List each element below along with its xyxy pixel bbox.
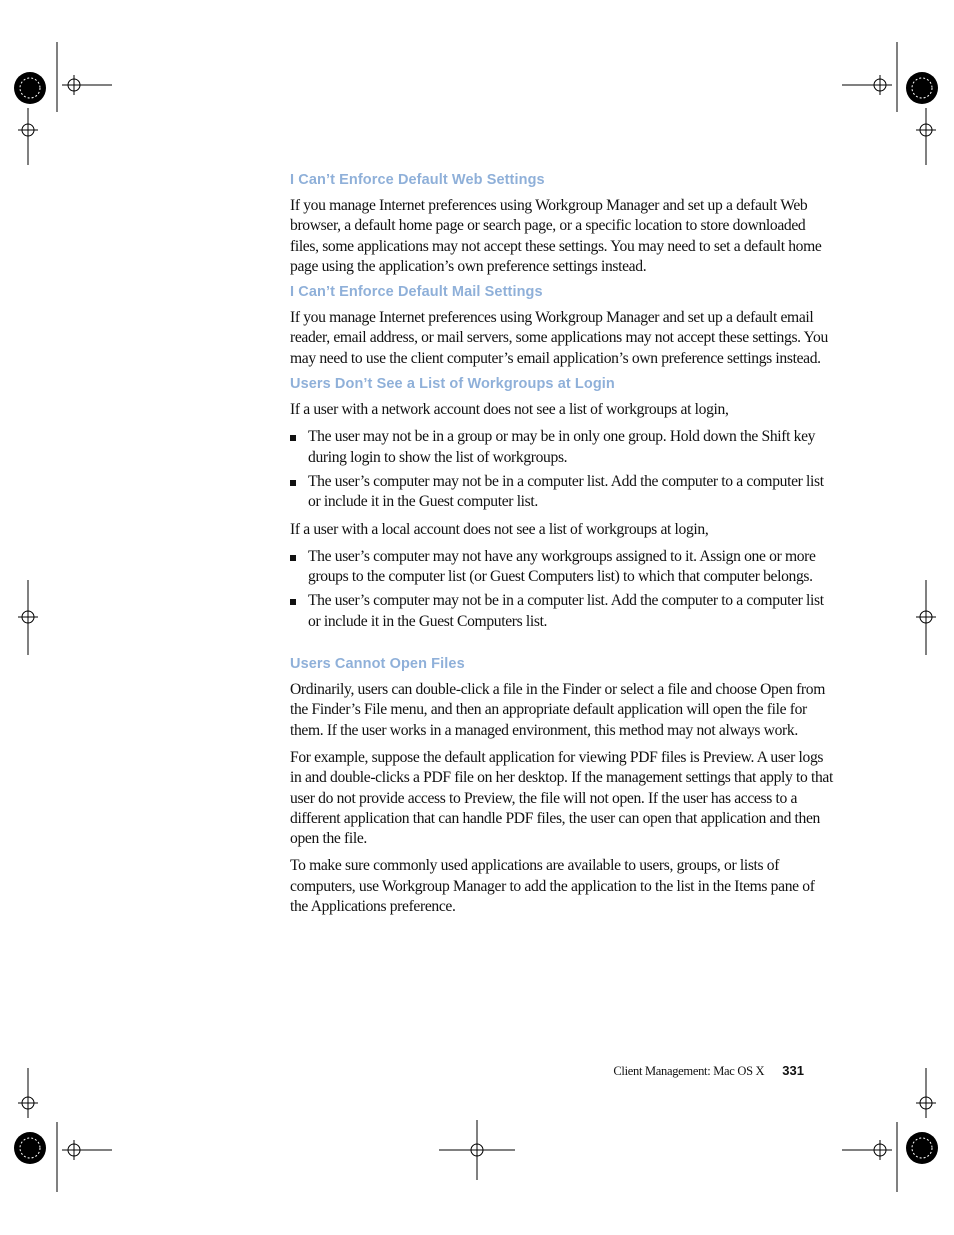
bullet-square-icon [290, 599, 296, 605]
list-item: The user may not be in a group or may be in only one group. Hold down the Shift key during login to show the list of workgroups. [290, 427, 835, 468]
paragraph: If you manage Internet preferences using Workgroup Manager and set up a default Web browser, a default home page or search page, or a specific location to store downloaded files, some applications may not accept these settings. You may need to set a default home page using the application’s own preference settings instead. [290, 197, 822, 275]
list-item: The user’s computer may not be in a computer list. Add the computer to a computer list or include it in the Guest computer list. [290, 472, 835, 513]
bullet-square-icon [290, 435, 296, 441]
paragraph: If a user with a network account does not see a list of workgroups at login, [290, 401, 729, 419]
list-item: The user’s computer may not be in a computer list. Add the computer to a computer list or include it in the Guest Computers list. [290, 591, 835, 632]
section-heading-mail: I Can’t Enforce Default Mail Settings [290, 284, 543, 301]
bullet-square-icon [290, 480, 296, 486]
page-number: 331 [782, 1063, 804, 1078]
section-heading-workgroups: Users Don’t See a List of Workgroups at Login [290, 376, 615, 393]
paragraph: For example, suppose the default application for viewing PDF files is Preview. A user logs in and double-clicks a PDF file on her desktop. If the management settings that apply to that user do not provide access to Preview, the file will not open. If the user has access to a different application that can handle PDF files, the user can open that application and then open the file. [290, 748, 833, 848]
bullet-list [290, 427, 835, 512]
section-heading-open-files: Users Cannot Open Files [290, 656, 465, 673]
paragraph: Ordinarily, users can double-click a file in the Finder or select a file and choose Open from the Finder’s File menu, and then an appropriate default application will open the file for them. If the user works in a managed environment, this method may not always work. [290, 681, 825, 739]
bullet-square-icon [290, 555, 296, 561]
paragraph: To make sure commonly used applications are available to users, groups, or lists of computers, use Workgroup Manager to add the application to the list in the Items pane of the Applications preference. [290, 857, 815, 916]
footer-chapter-title: Client Management: Mac OS X [613, 1064, 765, 1078]
bullet-list [290, 547, 835, 632]
page-footer [613, 1063, 804, 1079]
list-item: The user’s computer may not have any workgroups assigned to it. Assign one or more groups to the computer list (or Guest Computers list) to which that computer belongs. [290, 547, 835, 588]
section-heading-web: I Can’t Enforce Default Web Settings [290, 172, 545, 188]
paragraph: If a user with a local account does not see a list of workgroups at login, [290, 520, 709, 538]
paragraph: If you manage Internet preferences using Workgroup Manager and set up a default email reader, email address, or mail servers, some applications may not accept these settings. You may need to use the client computer’s email application’s own preference settings instead. [290, 309, 828, 367]
main-content [290, 172, 835, 924]
